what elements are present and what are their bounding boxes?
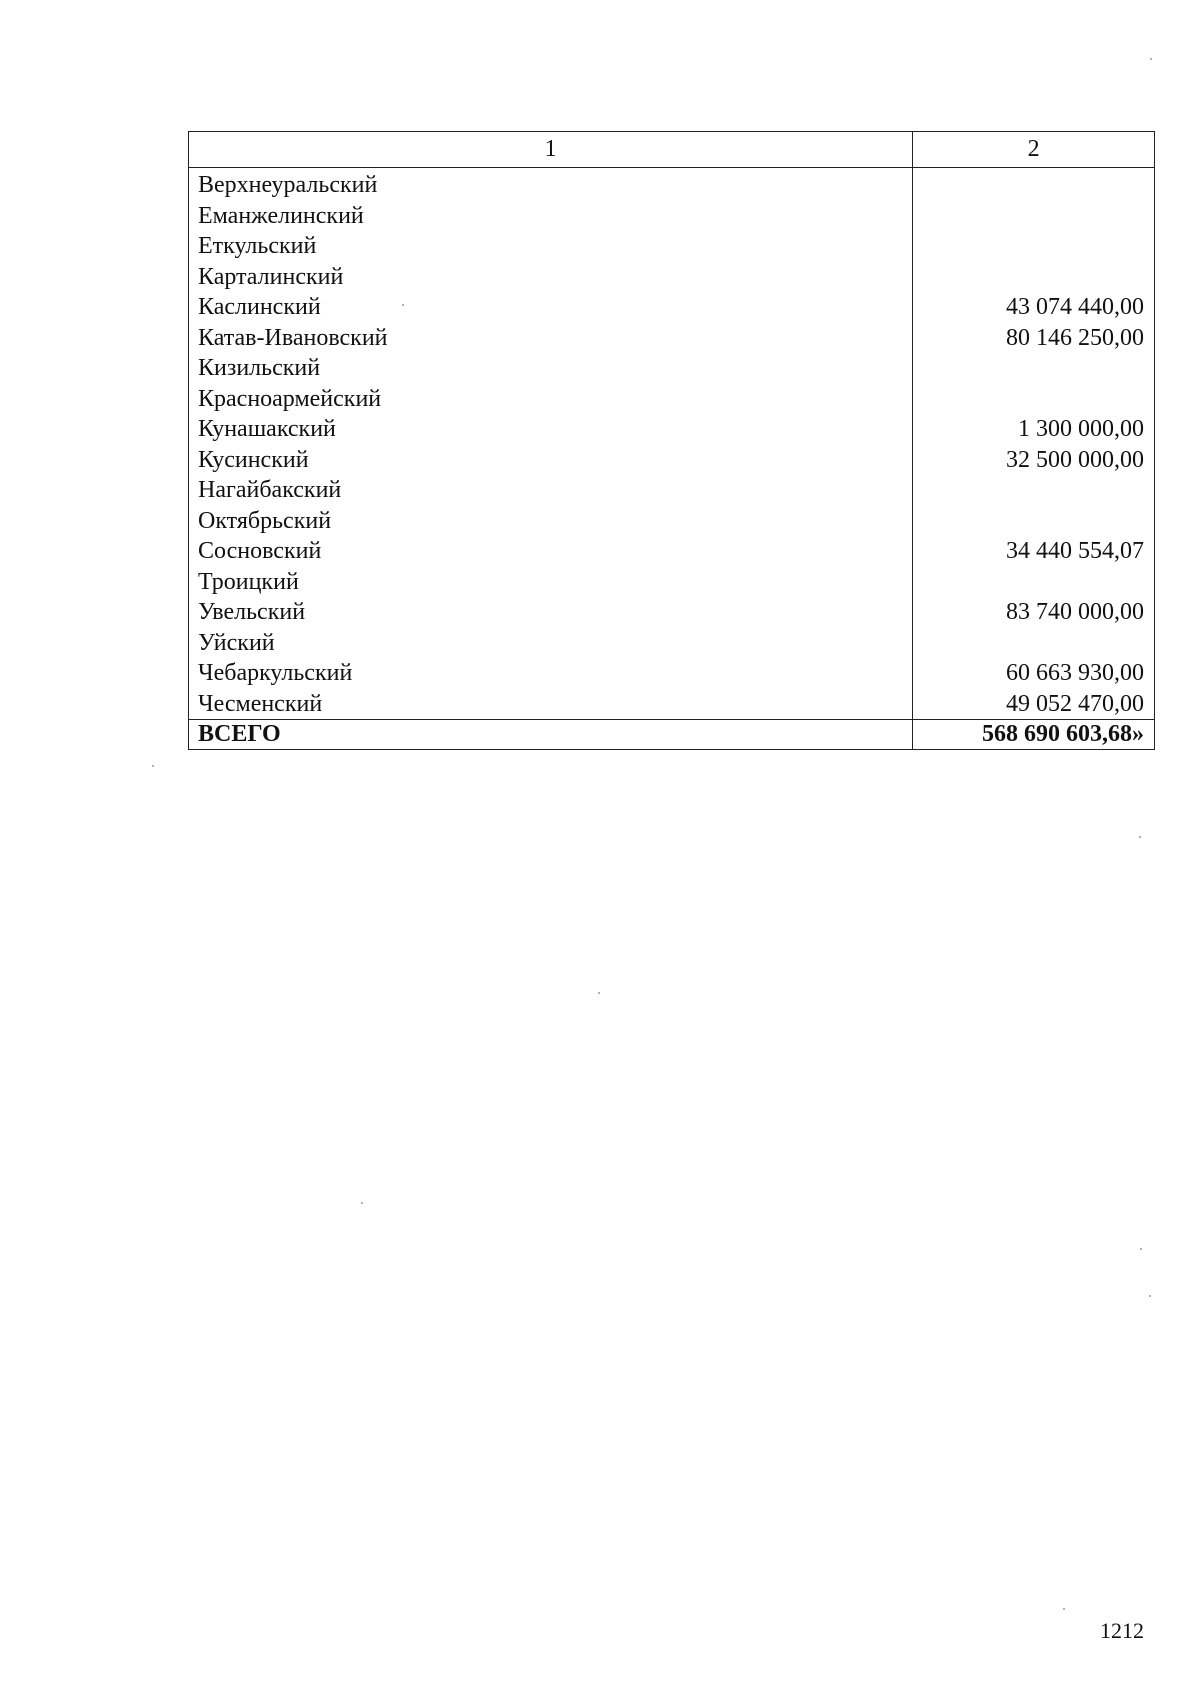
district-name: Кусинский (189, 445, 913, 476)
district-name: Октябрьский (189, 506, 913, 537)
district-name: Чебаркульский (189, 658, 913, 689)
district-amount: 43 074 440,00 (913, 292, 1155, 323)
column-header-1: 1 (189, 132, 913, 168)
district-amount (913, 168, 1155, 201)
district-name: Каслинский (189, 292, 913, 323)
district-amount: 83 740 000,00 (913, 597, 1155, 628)
district-amount (913, 231, 1155, 262)
district-amount (913, 567, 1155, 598)
district-amount (913, 628, 1155, 659)
district-name: Еманжелинский (189, 201, 913, 232)
district-amount: 34 440 554,07 (913, 536, 1155, 567)
district-amount: 80 146 250,00 (913, 323, 1155, 354)
table-row (189, 536, 1155, 567)
scan-speck (152, 765, 154, 767)
scan-speck (1149, 1295, 1151, 1297)
allocation-table (188, 131, 1155, 750)
scan-speck (598, 992, 600, 994)
table-row (189, 475, 1155, 506)
table-row (189, 384, 1155, 415)
district-amount (913, 353, 1155, 384)
district-amount: 32 500 000,00 (913, 445, 1155, 476)
scan-speck (1139, 836, 1141, 838)
district-amount (913, 201, 1155, 232)
district-name: Сосновский (189, 536, 913, 567)
district-name: Карталинский (189, 262, 913, 293)
table-row (189, 292, 1155, 323)
district-name: Уйский (189, 628, 913, 659)
district-amount (913, 475, 1155, 506)
total-amount: 568 690 603,68» (913, 720, 1155, 750)
district-name: Верхнеуральский (189, 168, 913, 201)
column-header-2: 2 (913, 132, 1155, 168)
district-name: Троицкий (189, 567, 913, 598)
table-row (189, 353, 1155, 384)
district-amount: 60 663 930,00 (913, 658, 1155, 689)
scan-speck (402, 304, 404, 306)
table-row (189, 445, 1155, 476)
district-amount: 1 300 000,00 (913, 414, 1155, 445)
scan-speck (1140, 1248, 1142, 1250)
table-row (189, 414, 1155, 445)
total-row (189, 720, 1155, 750)
district-amount (913, 384, 1155, 415)
table-row (189, 201, 1155, 232)
district-amount (913, 262, 1155, 293)
district-amount (913, 506, 1155, 537)
table-row (189, 506, 1155, 537)
table-row (189, 689, 1155, 720)
page-number: 1212 (1100, 1618, 1144, 1643)
total-label: ВСЕГО (189, 720, 913, 750)
district-amount: 49 052 470,00 (913, 689, 1155, 720)
table-row (189, 567, 1155, 598)
table-header-row (189, 132, 1155, 168)
district-name: Катав-Ивановский (189, 323, 913, 354)
district-name: Кизильский (189, 353, 913, 384)
scan-speck (1063, 1608, 1065, 1610)
scan-speck (1150, 58, 1152, 60)
table-row (189, 658, 1155, 689)
district-name: Красноармейский (189, 384, 913, 415)
table-row (189, 323, 1155, 354)
district-name: Нагайбакский (189, 475, 913, 506)
district-name: Кунашакский (189, 414, 913, 445)
scan-speck (361, 1202, 363, 1204)
table-row (189, 597, 1155, 628)
table-row (189, 168, 1155, 201)
table-row (189, 628, 1155, 659)
district-name: Еткульский (189, 231, 913, 262)
district-name: Увельский (189, 597, 913, 628)
table-row (189, 231, 1155, 262)
district-name: Чесменский (189, 689, 913, 720)
table-row (189, 262, 1155, 293)
